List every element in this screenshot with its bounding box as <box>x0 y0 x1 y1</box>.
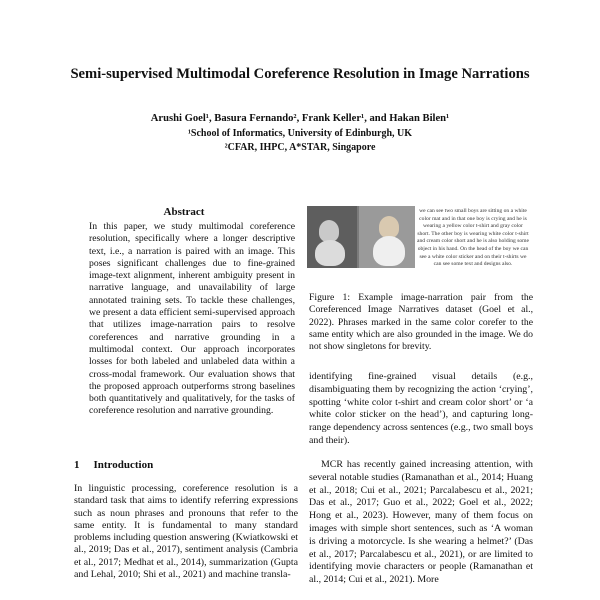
abstract-heading: Abstract <box>163 206 205 218</box>
figure-photo-right <box>359 206 415 268</box>
body-paragraph: MCR has recently gained increasing attention, with several notable studies (Ramanathan et al., 2014; Huang et al., 2018; Cui et al., 2021; Parcalabescu et al., 2021; Das et al., 2017; Guo et al., 2022; Goel et al., 2022; Hong et al., 2023). However, many of them focus on images with simple short sentences, such as ‘A woman is driving a motorcycle. Is she wearing a helmet?’ (Das et al., 2017; Parcalabescu et al., 2021), or are limited to identifying movie characters or people (Ramanathan et al., 2014; Cui et al., 2021). More <box>309 459 533 586</box>
author-list: Arushi Goel¹, Basura Fernando², Frank Keller¹, and Hakan Bilen¹ <box>150 113 450 124</box>
introduction-text: In linguistic processing, coreference resolution is a standard task that aims to identify referring expressions such as noun phrases and pronouns that refer to the same entity. It is fundamental to many standard problems including question answering (Kwiatkowski et al., 2019; Das et al., 2017), sentiment analysis (Cambria et al., 2017; Medhat et al., 2014), summarization (Gupta and Lehal, 2010; Shi et al., 2021) and machine transla- <box>74 483 298 581</box>
figure-narration: we can see two small boys are sitting on a white color mat and in that one boy is crying and he is wearing a yellow color t-shirt and gray color short. The other boy is wearing white color t-shirt and cream color short and he is also holding some object in his hand. On the head of the boy we can see a white color sticker and on their t-shirts we can see some text and designs also. <box>417 208 530 268</box>
affiliation-2: ²CFAR, IHPC, A*STAR, Singapore <box>224 142 376 153</box>
section-number: 1 <box>74 459 80 471</box>
abstract-text: In this paper, we study multimodal coreference resolution, specifically where a longer descriptive text, i.e., a narration is paired with an image. This poses significant challenges due to fine-grained image-text alignment, inherent ambiguity present in narrative language, and unavailability of large annotated training sets. To tackle these challenges, we present a data efficient semi-supervised approach that utilizes image-narration pairs to resolve coreferences and narrative grounding in a multimodal context. Our approach incorporates losses for both labeled and unlabeled data within a cross-modal framework. Our evaluation shows that the proposed approach outperforms strong baselines both quantitatively and qualitatively, for the tasks of coreference resolution and narrative grounding. <box>89 221 295 417</box>
affiliation-1: ¹School of Informatics, University of Edinburgh, UK <box>187 128 413 139</box>
paper-title: Semi-supervised Multimodal Coreference Resolution in Image Narrations <box>70 66 530 82</box>
section-heading-introduction <box>74 459 167 471</box>
figure-photo-left <box>307 206 357 268</box>
section-title: Introduction <box>93 459 154 471</box>
body-paragraph: identifying fine-grained visual details (e.g., disambiguating them by recognizing the action ‘crying’, spotting ‘white color t-shirt and cream color short’ or ‘a white color sticker on the head’), and capturing long-range dependency across sentences (e.g., two small boys and their). <box>309 371 533 446</box>
figure-image <box>307 206 415 268</box>
figure-caption: Figure 1: Example image-narration pair from the Coreferenced Image Narratives dataset (Goel et al., 2022). Phrases marked in the same color corefer to the same entity which are also grounded in the image. We do not show singletons for brevity. <box>309 292 533 353</box>
